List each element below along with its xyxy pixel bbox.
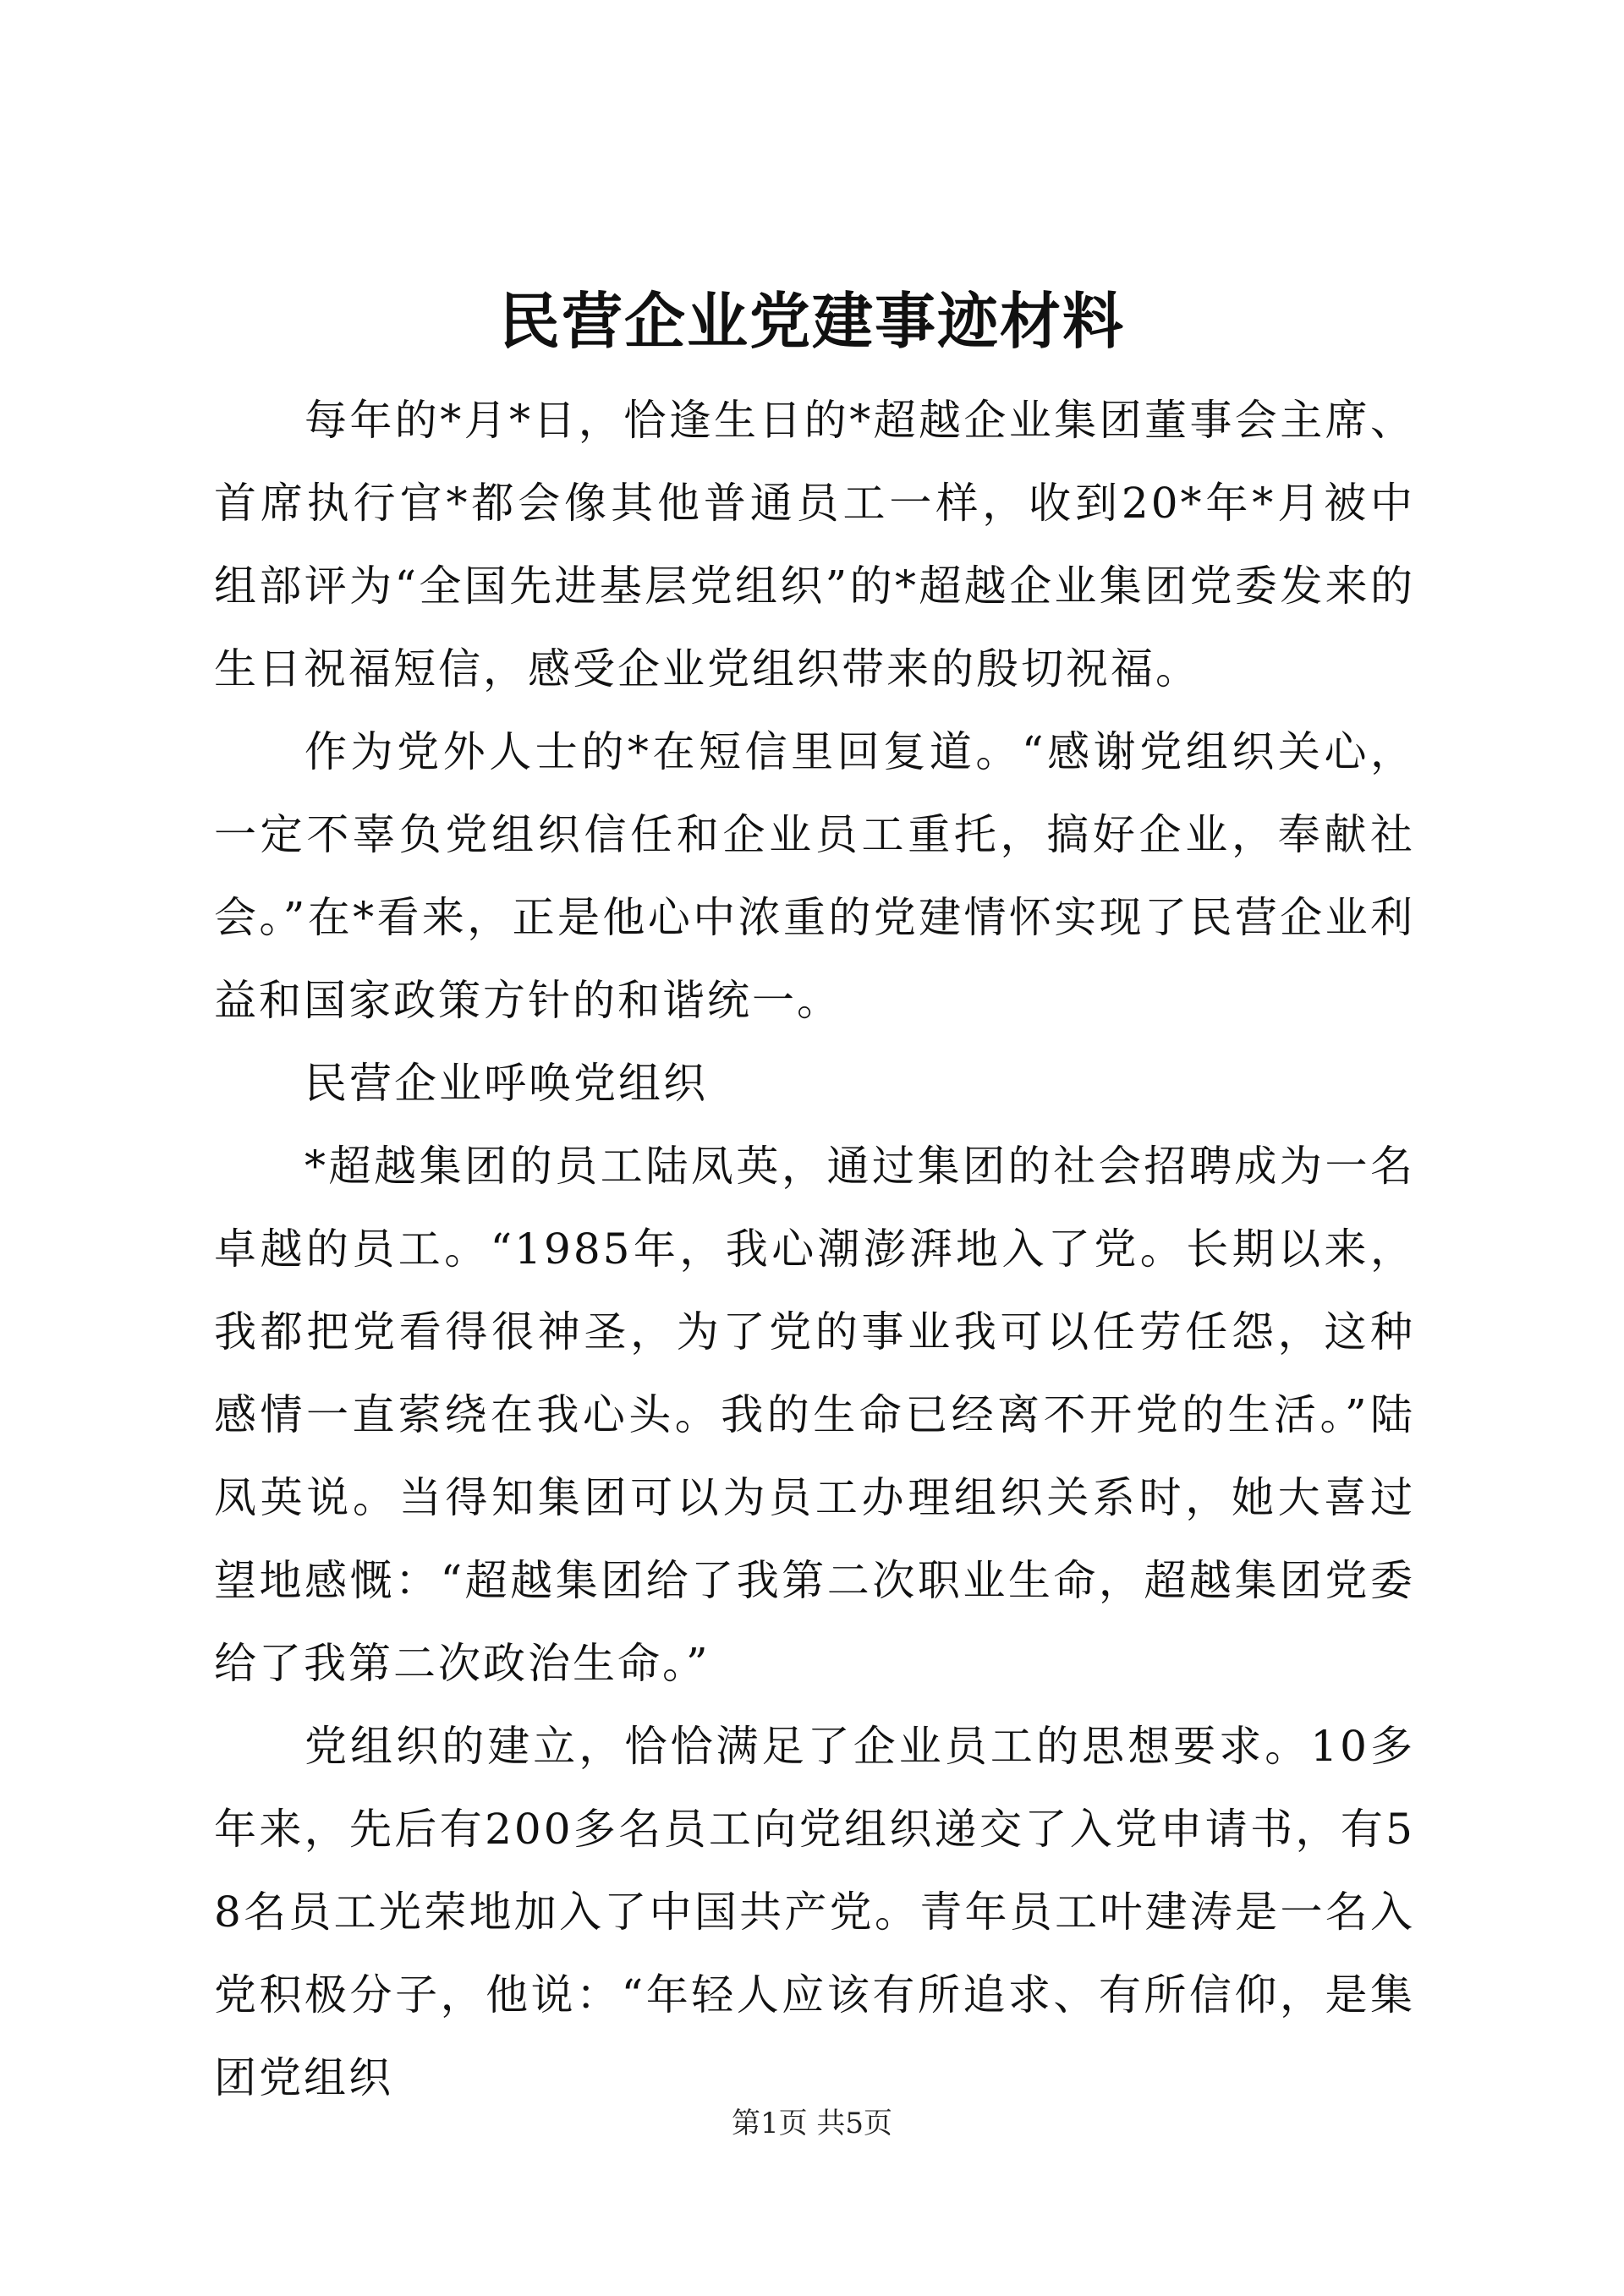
paragraph-lu-fengying: *超越集团的员工陆凤英，通过集团的社会招聘成为一名卓越的员工。“1985年，我心潮澎湃地入了党。长期以来，我都把党看得很神圣，为了党的事业我可以任劳任怨，这种感情一直萦绕在我心头。我的生命已经离不开党的生活。”陆凤英说。当得知集团可以为员工办理组织关系时，她大喜过望地感慨：“超越集团给了我第二次职业生命，超越集团党委给了我第二次政治生命。”	[214, 1142, 1415, 1688]
page-number-footer: 第1页 共5页	[731, 2107, 893, 2140]
paragraph-birthday-greeting: 每年的*月*日，恰逢生日的*超越企业集团董事会主席、首席执行官*都会像其他普通员工一样，收到20*年*月被中组部评为“全国先进基层党组织”的*超越企业集团党委发来的生日祝福短信，感受企业党组织带来的殷切祝福。	[214, 396, 1415, 693]
document-body	[214, 379, 1415, 2119]
paragraph-party-organization: 党组织的建立，恰恰满足了企业员工的思想要求。10多年来，先后有200多名员工向党组织递交了入党申请书，有58名员工光荣地加入了中国共产党。青年员工叶建涛是一名入党积极分子，他说：“年轻人应该有所追求、有所信仰，是集团党组织	[214, 1722, 1415, 2102]
paragraph-reply-message: 作为党外人士的*在短信里回复道。“感谢党组织关心，一定不辜负党组织信任和企业员工重托，搞好企业，奉献社会。”在*看来，正是他心中浓重的党建情怀实现了民营企业利益和国家政策方针的和谐统一。	[214, 727, 1415, 1025]
document-title: 民营企业党建事迹材料	[498, 285, 1125, 357]
section-heading: 民营企业呼唤党组织	[304, 1059, 708, 1108]
